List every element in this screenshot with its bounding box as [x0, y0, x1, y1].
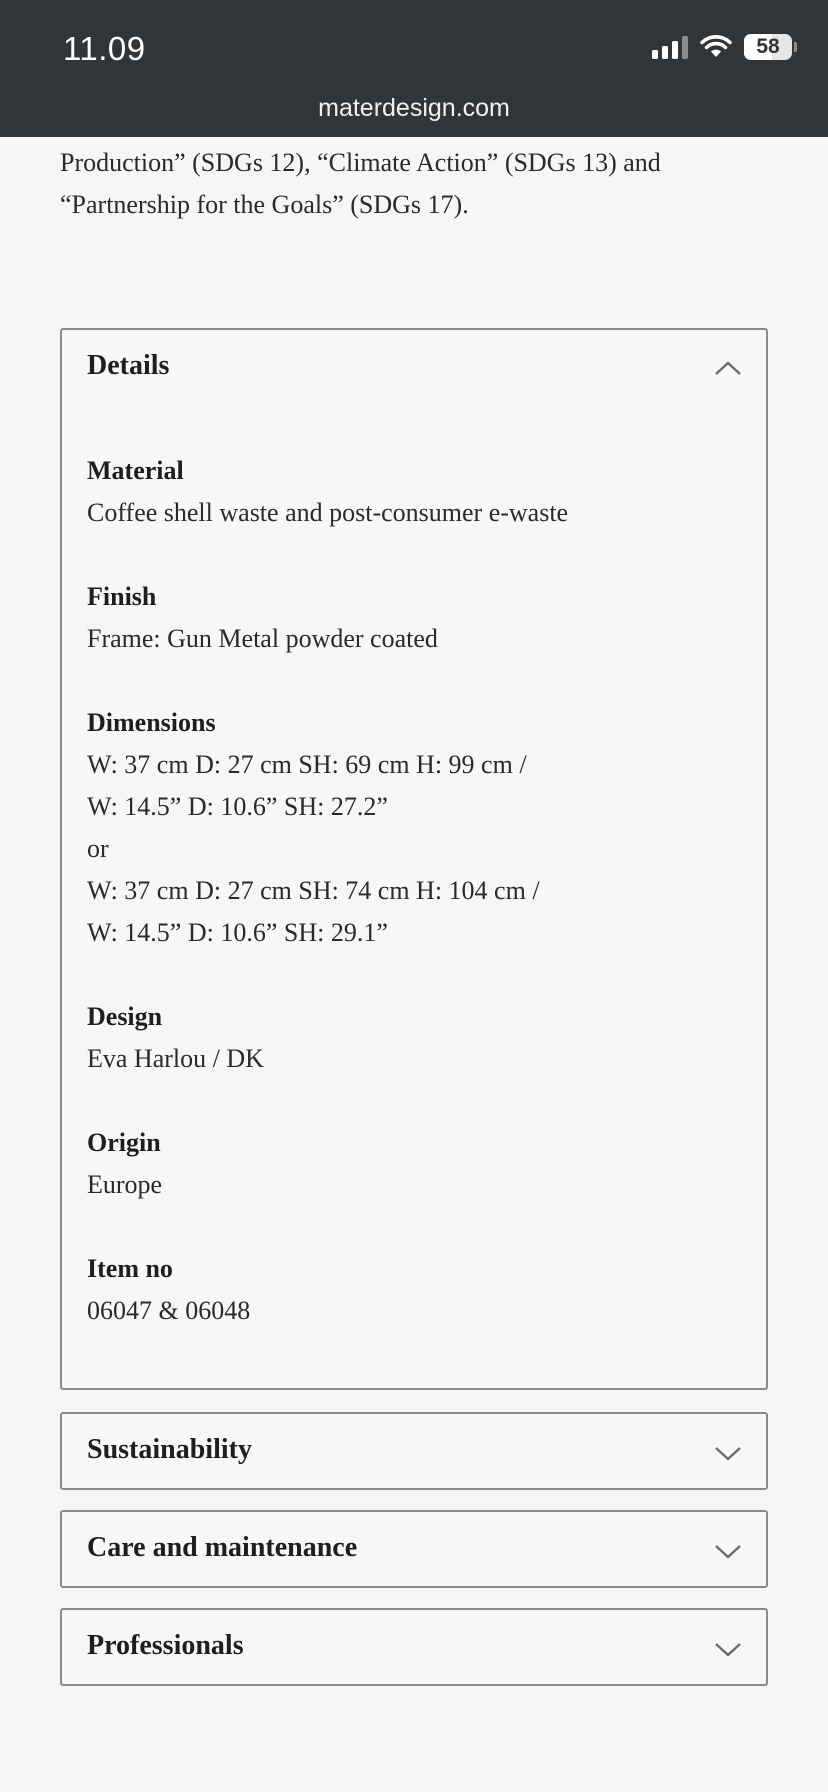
dimensions-field — [87, 702, 727, 954]
battery-level: 58 — [756, 35, 780, 58]
dimensions-line: W: 37 cm D: 27 cm SH: 69 cm H: 99 cm / — [87, 750, 527, 779]
chevron-down-icon[interactable] — [714, 1446, 742, 1462]
dimensions-line: W: 37 cm D: 27 cm SH: 74 cm H: 104 cm / — [87, 876, 540, 905]
intro-line: “Partnership for the Goals” (SDGs 17). — [60, 190, 469, 219]
status-time: 11.09 — [63, 30, 146, 67]
care-maintenance-accordion[interactable] — [60, 1510, 768, 1588]
chevron-down-icon[interactable] — [714, 1544, 742, 1560]
origin-value: Europe — [87, 1170, 163, 1199]
professionals-title[interactable]: Professionals — [87, 1630, 244, 1661]
dimensions-label: Dimensions — [87, 708, 216, 737]
item-no-label: Item no — [87, 1254, 173, 1283]
material-label: Material — [87, 456, 184, 485]
address-bar-url[interactable]: materdesign.com — [318, 94, 510, 122]
chevron-down-icon[interactable] — [714, 1642, 742, 1658]
material-field — [87, 450, 727, 534]
details-title[interactable]: Details — [87, 350, 170, 381]
cellular-signal-icon — [652, 35, 688, 59]
care-maintenance-title[interactable]: Care and maintenance — [87, 1532, 358, 1563]
battery-icon — [744, 34, 792, 60]
professionals-accordion[interactable] — [60, 1608, 768, 1686]
status-bar — [0, 0, 828, 137]
details-accordion — [60, 328, 768, 1390]
chevron-up-icon[interactable] — [714, 360, 742, 376]
sustainability-accordion[interactable] — [60, 1412, 768, 1490]
design-field — [87, 996, 727, 1080]
sustainability-title[interactable]: Sustainability — [87, 1434, 252, 1465]
wifi-icon — [700, 35, 732, 59]
finish-field — [87, 576, 727, 660]
item-no-value: 06047 & 06048 — [87, 1296, 251, 1325]
finish-label: Finish — [87, 582, 157, 611]
item-no-field — [87, 1248, 727, 1332]
intro-line: Production” (SDGs 12), “Climate Action” (SDGs 13) and — [60, 148, 661, 177]
dimensions-line: W: 14.5” D: 10.6” SH: 27.2” — [87, 792, 388, 821]
material-value: Coffee shell waste and post-consumer e-waste — [87, 498, 569, 527]
origin-field — [87, 1122, 727, 1206]
origin-label: Origin — [87, 1128, 161, 1157]
dimensions-line: or — [87, 834, 109, 863]
intro-paragraph — [60, 142, 780, 226]
design-label: Design — [87, 1002, 163, 1031]
finish-value: Frame: Gun Metal powder coated — [87, 624, 438, 653]
design-value: Eva Harlou / DK — [87, 1044, 264, 1073]
status-icons — [652, 34, 792, 60]
dimensions-line: W: 14.5” D: 10.6” SH: 29.1” — [87, 918, 388, 947]
